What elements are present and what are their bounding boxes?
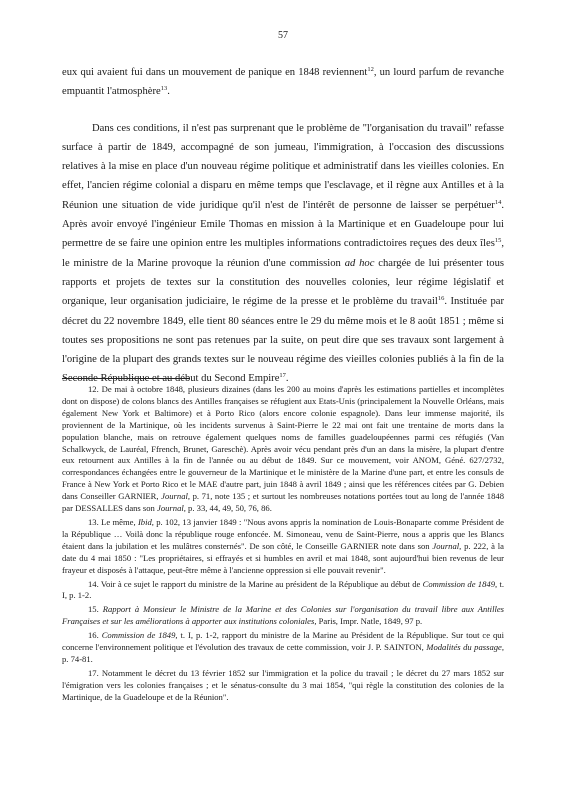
text-run: , p. 71, note 135 ; et surtout les nombreuses notations portées tout au long de l'année 1848 par DESSALLES dans son — [62, 491, 504, 514]
footnote — [62, 604, 504, 628]
text-run: , le ministre de la Marine provoque la réunion d'une commission — [62, 238, 504, 269]
italic-text: Rapport à Monsieur le Ministre de la Marine et des Colonies sur l'organisation du travail libre aux Antilles Françaises et sur les améliorations à apporter aux institutions coloniales — [62, 604, 504, 627]
paragraph — [62, 63, 504, 102]
text-run: , p. 102, 13 janvier 1849 : "Nous avons appris la nomination de Louis-Bonaparte comme Président de la République … Voilà donc la république rouge enfoncée. M. Simoneau, venu de Saint-Pierre, nous a appris que les Blancs étaient dans la jubilation et les mulâtres consternés". De son côté, le Conseille GARNIER note dans son — [62, 516, 504, 551]
page-number: 57 — [278, 30, 288, 41]
text-run: 17. Notamment le décret du 13 février 1852 sur l'immigration et la police du travail ; le décret du 27 mars 1852 sur l'émigration vers les colonies françaises ; et le sénatus-consulte du 3 mai 1854, "qui règle la constitution des colonies de la Martinique, de la Guadeloupe et de la Réunion". — [62, 667, 504, 702]
text-run: eux qui avaient fui dans un mouvement de panique en 1848 reviennent — [62, 67, 368, 78]
text-run: , p. 74-81. — [62, 642, 505, 664]
footnote — [62, 517, 504, 577]
text-run: . — [285, 373, 289, 385]
italic-text: Modalités du passage — [426, 642, 502, 653]
footnote-ref: 13 — [160, 85, 168, 93]
text-run: , p. 33, 44, 49, 50, 76, 86. — [183, 503, 272, 514]
footnote — [62, 668, 504, 704]
text-run: Dans ces conditions, il n'est pas surprenant que le problème de "l'organisation du travail" refasse surface à partir de 1849, accompagné de son jumeau, l'immigration, à l'occasion des discussions relatives à la mise en place d'un nouveau régime politique et administratif dans les vieilles colonies. En effet, l'ancien régime colonial a disparu en même temps que l'esclavage, et il règne aux Antilles et à la Réunion une situation de vide juridique qu'il n'est de l'intérêt de personne de laisser se perpétuer — [62, 122, 504, 211]
footnote-ref: 17 — [279, 372, 286, 380]
text-run: , un lourd parfum de revanche empuantit l'atmosphère — [62, 67, 504, 98]
italic-text: Journal — [157, 503, 184, 514]
italic-text: Commission de 1849 — [422, 578, 495, 589]
footnote-ref: 14 — [494, 198, 502, 206]
text-run: chargée de lui présenter tous rapports et projets de textes sur la constitution des nouvelles colonies, leur régime législatif et organique, leur organisation judiciaire, le régime de la presse et le problème du travail — [62, 257, 504, 308]
text-run: , p. 222, à la date du 4 mai 1850 : "Les propriétaires, si effrayés et si humbles en avril et mai 1848, sont aujourd'hui bien revenus de leur frayeur et disposés à l'attaque, peut-être même à l'ancienne oppression si elle pouvait revenir". — [62, 540, 504, 575]
footnote — [62, 384, 504, 515]
text-run: , t. I, p. 1-2, rapport du ministre de la Marine au Président de la République. Sur tout ce qui concerne l'environnement politique et l'évolution des travaux de cette commission, voir J. P. SAINTON, — [62, 630, 504, 653]
footnote-separator — [62, 378, 190, 379]
footnote — [62, 630, 504, 666]
text-run: , Paris, Impr. Natle, 1849, 97 p. — [314, 616, 423, 627]
paragraph — [62, 119, 504, 389]
italic-text: ad hoc — [344, 257, 375, 269]
italic-text: Commission de 1849 — [101, 630, 176, 641]
text-run: , t. I, p. 1-2. — [62, 578, 504, 601]
text-run: . Après avoir envoyé l'ingénieur Emile Thomas en mission à la Martinique et en Guadeloupe pour lui permettre de se faire une opinion entre les multiples informations contradictoires reçues des deux îles — [62, 199, 504, 250]
italic-text: Ibid — [137, 516, 152, 527]
footnote-ref: 12 — [367, 66, 374, 73]
text-run: 15. — [88, 604, 103, 615]
footnote-ref: 15 — [494, 237, 502, 245]
italic-text: Journal — [161, 491, 188, 502]
text-run: . — [167, 86, 170, 98]
footnote — [62, 579, 504, 603]
footnotes — [62, 384, 504, 706]
italic-text: Journal — [432, 540, 460, 551]
body-text — [62, 63, 504, 389]
footnote-ref: 16 — [437, 295, 445, 303]
text-run: 16. — [88, 630, 102, 641]
text-run: . Instituée par décret du 22 novembre 1849, elle tient 80 séances entre le 29 du même mois et le 8 août 1851 ; même si toutes ses propositions ne sont pas retenues par la suite, on peut dire que ses travaux sont largement à l'origine de la plupart des grands textes sur le nouveau régime des vieilles colonies publiés à la fin de la Seconde République et au début du Second Empire — [62, 296, 504, 385]
text-run: 12. De mai à octobre 1848, plusieurs dizaines (dans les 200 au moins d'après les estimations partielles et incomplètes dont on dispose) de colons blancs des Antilles françaises se réfugient aux Etats-Unis (principalement la Nouvelle Orléans, mais également New York et Baltimore) et à Porto Rico (alors encore colonie espagnole). Dans leur immense majorité, ils proviennent de la Martinique, où les incidents survenus à Saint-Pierre le 22 mai ont fait une trentaine de morts dans la population blanche, mais on retrouve également quelques noms de familles guadeloupéennes parmi ces réfugiés (Van Schalkwyck, de Lauréal, Ffrench, Brunet, Gareschè). Après avoir vécu pendant près d'un an dans la misère, la plupart d'entre eux retournent aux Antilles à la fin de l'année ou au début de 1849. Sur ce mouvement, voir ANOM, Géné. 627/2732, correspondances échangées entre le gouverneur de la Martinique et le ministère de la Marine d'une part, et entre les consuls de France à New York et Porto Rico et le MAE d'autre part, juin 1848 à avril 1849 ; ainsi que les références citées par G. Debien dans Conseiller GARNIER, — [62, 384, 504, 502]
text-run: 14. Voir à ce sujet le rapport du ministre de la Marine au président de la République au début de — [88, 578, 423, 589]
text-run: 13. Le même, — [88, 516, 138, 527]
